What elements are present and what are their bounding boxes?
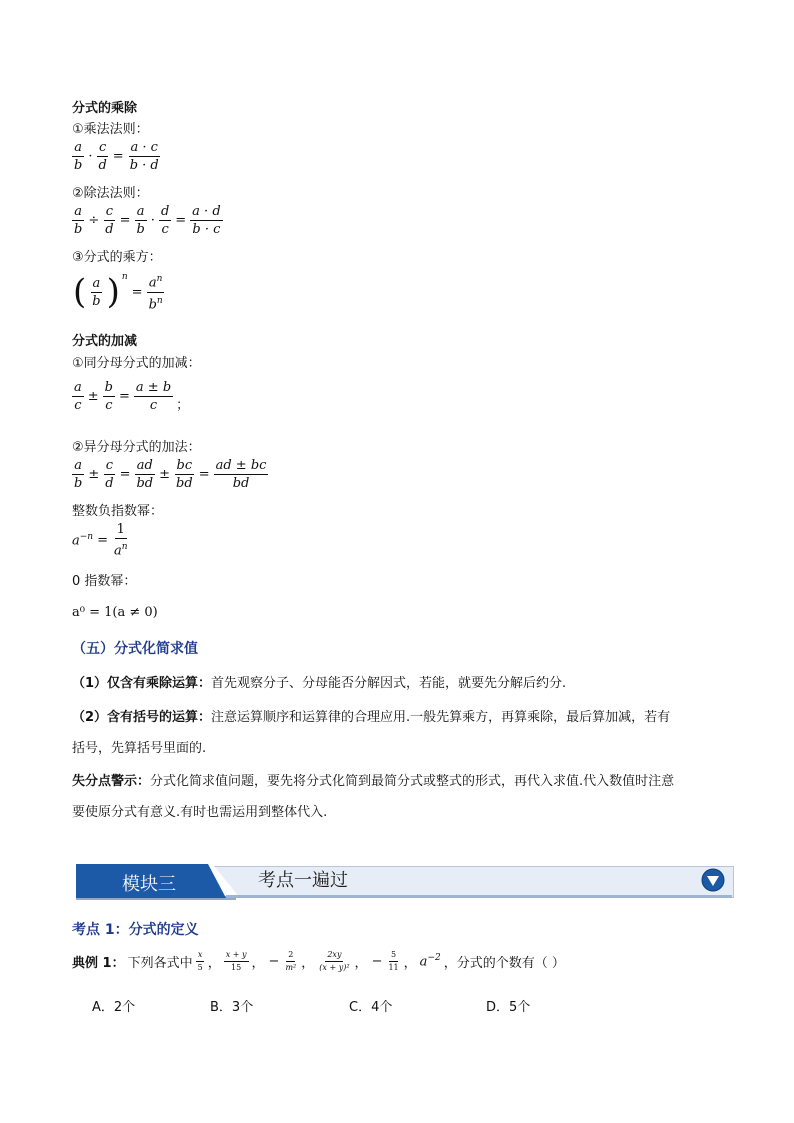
heading-mul-div: 分式的乘除 — [72, 101, 138, 116]
rule-label: ①同分母分式的加减： — [72, 356, 201, 371]
paragraph-1: （1）仅含有乘除运算：首先观察分子、分母能否分解因式，若能，就要先分解后约分. — [72, 676, 567, 691]
option-c[interactable]: C．4个 — [349, 1000, 393, 1015]
option-d[interactable]: D．5个 — [486, 1000, 531, 1015]
warning-paragraph-cont: 要使原分式有意义.有时也需运用到整体代入. — [72, 805, 328, 820]
section-title: （五）分式化简求值 — [72, 641, 198, 657]
option-b[interactable]: B．3个 — [210, 1000, 254, 1015]
paragraph-2: （2）含有括号的运算：注意运算顺序和运算律的合理应用.一般先算乘方，再算乘除，最后算加减，若有 — [72, 710, 671, 725]
formula-neg-exp: $a^{-n}$ = $\frac{1}{a^n}$ — [72, 522, 128, 559]
heading-add-sub: 分式的加减 — [72, 334, 138, 349]
rule-label: ②异分母分式的加法： — [72, 440, 201, 455]
example-1-question: 典例 1： 下列各式中 $\frac{x}{5}$ ， $\frac{x + y}{15}$ ， − $\frac{2}{\text{m²}}$ ， $\frac{2xy}{\text{(x + y)²}}$ ， − $\frac{5}{11}$ ， $a^{-2}$ ，分式的个数有（ ） — [72, 950, 565, 972]
rule-label: ①乘法法则： — [72, 122, 149, 137]
formula-diff-denominator: $\frac{a}{b}$ ± $\frac{c}{d}$ = $\frac{ad}{bd}$ ± $\frac{bc}{bd}$ = $\frac{ad \pm bc}{bd}$ — [74, 458, 267, 491]
module-label: 模块三 — [122, 874, 176, 895]
chevron-down-icon[interactable] — [701, 868, 725, 892]
kaodian-title: 考点 1：分式的定义 — [72, 922, 199, 938]
banner-title: 考点一遍过 — [258, 870, 348, 891]
option-a[interactable]: A．2个 — [92, 1000, 136, 1015]
formula-divide: $\frac{a}{b}$ ÷ $\frac{c}{d}$ = $\frac{a}{b}$ · $\frac{d}{c}$ = $\frac{a \cdot d}{b \cdot c}$ — [74, 204, 221, 237]
warning-paragraph: 失分点警示：分式化简求值问题，要先将分式化简到最简分式或整式的形式，再代入求值.代入数值时注意 — [72, 774, 675, 789]
formula-zero-exp: a⁰ = 1(a ≠ 0) — [72, 605, 158, 620]
semicolon: ； — [176, 398, 190, 413]
formula-multiply: $\frac{a}{b}$ · $\frac{c}{d}$ = $\frac{a \cdot c}{b \cdot d}$ — [74, 140, 159, 173]
formula-same-denominator: $\frac{a}{c}$ ± $\frac{b}{c}$ = $\frac{a \pm b}{c}$ ； — [74, 380, 190, 413]
rule-label: ②除法法则： — [72, 186, 149, 201]
formula-power: ( $\frac{a}{b}$ ) n = $\frac{a^n}{b^n}$ — [73, 272, 163, 312]
heading-zero-exp: 0 指数幂： — [72, 574, 137, 589]
banner-underline — [226, 895, 732, 898]
paragraph-2-cont: 括号，先算括号里面的. — [72, 741, 207, 756]
rule-label: ③分式的乘方： — [72, 250, 162, 265]
heading-neg-exp: 整数负指数幂： — [72, 504, 164, 519]
